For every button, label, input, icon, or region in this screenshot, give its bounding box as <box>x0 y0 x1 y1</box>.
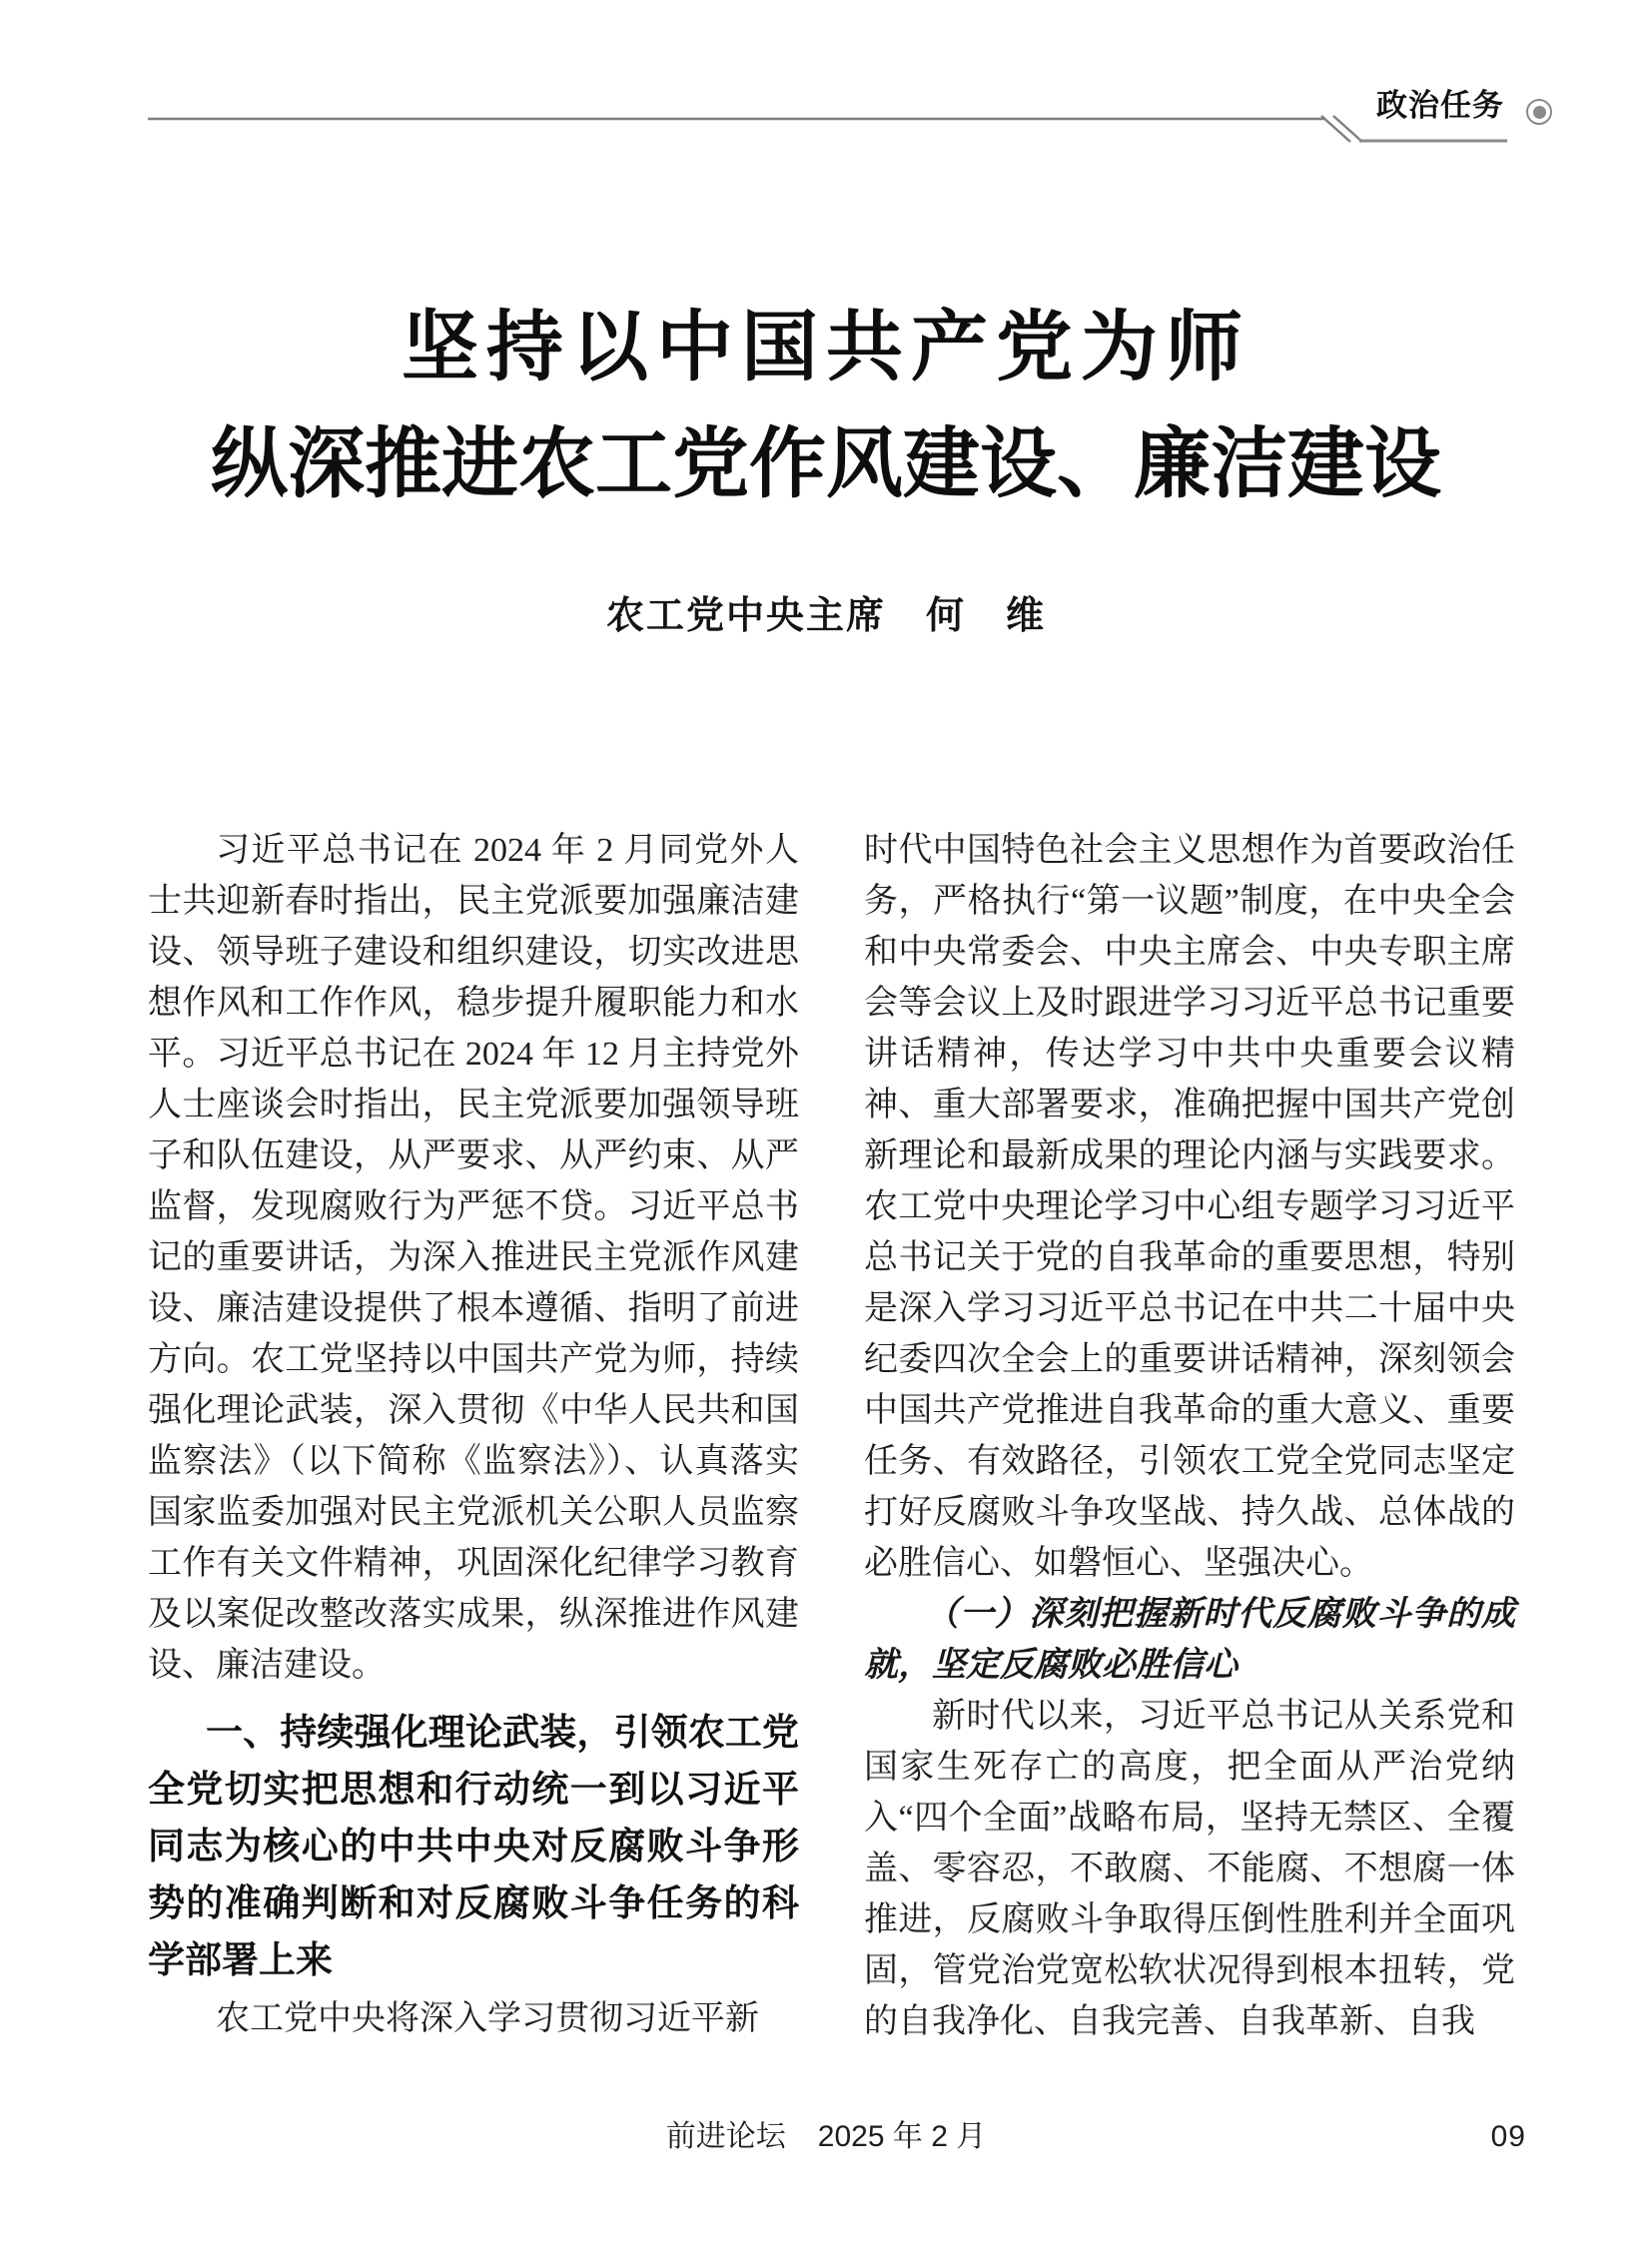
left-column <box>148 825 799 2047</box>
subsection-heading-1-1: （一）深刻把握新时代反腐败斗争的成就，坚定反腐败必胜信心 <box>864 1596 1515 1684</box>
article-title-line1: 坚持以中国共产党为师 <box>402 305 1250 390</box>
issue-date: 2025 年 2 月 <box>817 2120 987 2153</box>
footer <box>0 2119 1652 2155</box>
article-title-line2: 纵深推进农工党作风建设、廉洁建设 <box>211 421 1441 507</box>
paragraph-continuation-start: 农工党中央将深入学习贯彻习近平新 <box>216 2000 759 2037</box>
paragraph-continuation: 时代中国特色社会主义思想作为首要政治任务，严格执行“第一议题”制度，在中央全会和中央常委会、中央主席会、中央专职主席会等会议上及时跟进学习习近平总书记重要讲话精神，传达学习中共中央重要会议精神、重大部署要求，准确把握中国共产党创新理论和最新成果的理论内涵与实践要求。农工党中央理论学习中心组专题学习习近平总书记关于党的自我革命的重要思想，特别是深入学习习近平总书记在中共二十届中央纪委四次全会上的重要讲话精神，深刻领会中国共产党推进自我革命的重大意义、重要任务、有效路径，引领农工党全党同志坚定打好反腐败斗争攻坚战、持久战、总体战的必胜信心、如磐恒心、坚强决心。 <box>864 832 1515 1582</box>
paragraph-new-era: 新时代以来，习近平总书记从关系党和国家生死存亡的高度，把全面从严治党纳入“四个全面”战略布局，坚持无禁区、全覆盖、零容忍，不敢腐、不能腐、不想腐一体推进，反腐败斗争取得压倒性胜利并全面巩固，管党治党宽松软状况得到根本扭转，党的自我净化、自我完善、自我革新、自我 <box>864 1698 1515 2040</box>
bullseye-dot <box>1533 106 1546 119</box>
paragraph-intro: 习近平总书记在 2024 年 2 月同党外人士共迎新春时指出，民主党派要加强廉洁建设、领导班子建设和组织建设，切实改进思想作风和工作作风，稳步提升履职能力和水平。习近平总书记在 2024 年 12 月主持党外人士座谈会时指出，民主党派要加强领导班子和队伍建设，从严要求、从严约束、从严监督，发现腐败行为严惩不贷。习近平总书记的重要讲话，为深入推进民主党派作风建设、廉洁建设提供了根本遵循、指明了前进方向。农工党坚持以中国共产党为师，持续强化理论武装，深入贯彻《中华人民共和国监察法》（以下简称《监察法》）、认真落实国家监委加强对民主党派机关公职人员监察工作有关文件精神，巩固深化纪律学习教育及以案促改整改落实成果，纵深推进作风建设、廉洁建设。 <box>148 832 799 1684</box>
header-rule-decoration <box>0 0 1652 170</box>
section-heading-1: 一、持续强化理论武装，引领农工党全党切实把思想和行动统一到以习近平同志为核心的中共中央对反腐败斗争形势的准确判断和对反腐败斗争任务的科学部署上来 <box>148 1712 799 1980</box>
page-number: 09 <box>1490 2120 1526 2153</box>
journal-name: 前进论坛 <box>665 2120 786 2153</box>
section-label: 政治任务 <box>1376 88 1504 123</box>
article-title <box>0 290 1652 523</box>
bullseye-icon <box>1526 99 1552 125</box>
byline: 农工党中央主席 何 维 <box>605 595 1046 637</box>
right-column <box>864 825 1515 2047</box>
article-body <box>148 825 1515 2047</box>
